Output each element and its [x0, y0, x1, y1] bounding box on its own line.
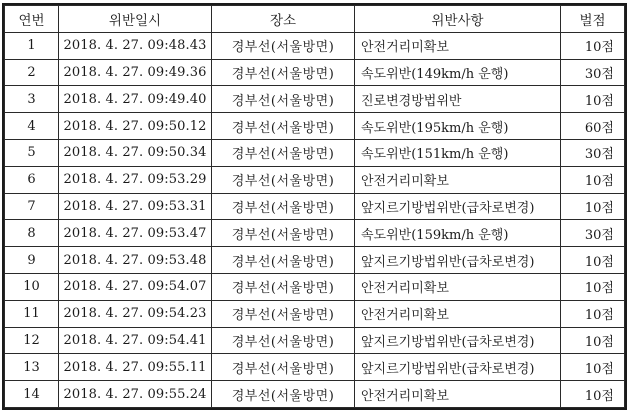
- table-row: [5, 273, 625, 300]
- location-cell: 경부선(서울방면): [212, 273, 355, 300]
- datetime-cell: 2018. 4. 27. 09:54.23: [59, 300, 212, 327]
- table-row: [5, 300, 625, 327]
- location-cell: 경부선(서울방면): [212, 247, 355, 274]
- serial-number-cell: 7: [5, 193, 59, 220]
- penalty-points-cell: 30점: [561, 59, 625, 86]
- violation-cell: 안전거리미확보: [355, 273, 561, 300]
- location-cell: 경부선(서울방면): [212, 139, 355, 166]
- table-row: [5, 381, 625, 408]
- penalty-points-cell: 60점: [561, 113, 625, 140]
- datetime-cell: 2018. 4. 27. 09:55.11: [59, 354, 212, 381]
- datetime-cell: 2018. 4. 27. 09:53.29: [59, 166, 212, 193]
- header-row: [5, 6, 625, 33]
- location-cell: 경부선(서울방면): [212, 381, 355, 408]
- penalty-points-cell: 10점: [561, 300, 625, 327]
- violation-cell: 진로변경방법위반: [355, 86, 561, 113]
- header-serial-number: 연번: [5, 6, 59, 33]
- violation-table-container: [4, 5, 625, 408]
- location-cell: 경부선(서울방면): [212, 113, 355, 140]
- datetime-cell: 2018. 4. 27. 09:49.40: [59, 86, 212, 113]
- location-cell: 경부선(서울방면): [212, 300, 355, 327]
- header-location: 장소: [212, 6, 355, 33]
- serial-number-cell: 11: [5, 300, 59, 327]
- violation-cell: 안전거리미확보: [355, 166, 561, 193]
- serial-number-cell: 13: [5, 354, 59, 381]
- datetime-cell: 2018. 4. 27. 09:50.34: [59, 139, 212, 166]
- penalty-points-cell: 10점: [561, 381, 625, 408]
- table-row: [5, 247, 625, 274]
- violation-cell: 속도위반(195km/h 운행): [355, 113, 561, 140]
- table-row: [5, 86, 625, 113]
- penalty-points-cell: 10점: [561, 327, 625, 354]
- location-cell: 경부선(서울방면): [212, 327, 355, 354]
- table-row: [5, 220, 625, 247]
- location-cell: 경부선(서울방면): [212, 86, 355, 113]
- table-row: [5, 354, 625, 381]
- violation-cell: 앞지르기방법위반(급차로변경): [355, 193, 561, 220]
- datetime-cell: 2018. 4. 27. 09:54.07: [59, 273, 212, 300]
- penalty-points-cell: 10점: [561, 273, 625, 300]
- serial-number-cell: 9: [5, 247, 59, 274]
- penalty-points-cell: 10점: [561, 86, 625, 113]
- penalty-points-cell: 10점: [561, 193, 625, 220]
- violation-table: [4, 5, 625, 408]
- serial-number-cell: 12: [5, 327, 59, 354]
- header-violation-datetime: 위반일시: [59, 6, 212, 33]
- datetime-cell: 2018. 4. 27. 09:49.36: [59, 59, 212, 86]
- violation-cell: 안전거리미확보: [355, 300, 561, 327]
- penalty-points-cell: 30점: [561, 220, 625, 247]
- datetime-cell: 2018. 4. 27. 09:54.41: [59, 327, 212, 354]
- datetime-cell: 2018. 4. 27. 09:48.43: [59, 32, 212, 59]
- table-row: [5, 32, 625, 59]
- table-row: [5, 193, 625, 220]
- location-cell: 경부선(서울방면): [212, 32, 355, 59]
- violation-cell: 속도위반(149km/h 운행): [355, 59, 561, 86]
- table-row: [5, 139, 625, 166]
- penalty-points-cell: 10점: [561, 247, 625, 274]
- datetime-cell: 2018. 4. 27. 09:55.24: [59, 381, 212, 408]
- serial-number-cell: 3: [5, 86, 59, 113]
- penalty-points-cell: 10점: [561, 166, 625, 193]
- violation-cell: 속도위반(151km/h 운행): [355, 139, 561, 166]
- location-cell: 경부선(서울방면): [212, 166, 355, 193]
- penalty-points-cell: 10점: [561, 32, 625, 59]
- location-cell: 경부선(서울방면): [212, 220, 355, 247]
- serial-number-cell: 10: [5, 273, 59, 300]
- header-penalty-points: 벌점: [561, 6, 625, 33]
- violation-cell: 앞지르기방법위반(급차로변경): [355, 247, 561, 274]
- table-row: [5, 166, 625, 193]
- datetime-cell: 2018. 4. 27. 09:53.47: [59, 220, 212, 247]
- table-row: [5, 327, 625, 354]
- serial-number-cell: 6: [5, 166, 59, 193]
- table-row: [5, 59, 625, 86]
- datetime-cell: 2018. 4. 27. 09:53.31: [59, 193, 212, 220]
- serial-number-cell: 14: [5, 381, 59, 408]
- table-row: [5, 113, 625, 140]
- location-cell: 경부선(서울방면): [212, 193, 355, 220]
- violation-cell: 속도위반(159km/h 운행): [355, 220, 561, 247]
- datetime-cell: 2018. 4. 27. 09:50.12: [59, 113, 212, 140]
- violation-cell: 안전거리미확보: [355, 32, 561, 59]
- penalty-points-cell: 10점: [561, 354, 625, 381]
- serial-number-cell: 2: [5, 59, 59, 86]
- location-cell: 경부선(서울방면): [212, 354, 355, 381]
- datetime-cell: 2018. 4. 27. 09:53.48: [59, 247, 212, 274]
- violation-cell: 안전거리미확보: [355, 381, 561, 408]
- violation-cell: 앞지르기방법위반(급차로변경): [355, 327, 561, 354]
- serial-number-cell: 1: [5, 32, 59, 59]
- violation-cell: 앞지르기방법위반(급차로변경): [355, 354, 561, 381]
- location-cell: 경부선(서울방면): [212, 59, 355, 86]
- serial-number-cell: 8: [5, 220, 59, 247]
- header-violation-details: 위반사항: [355, 6, 561, 33]
- penalty-points-cell: 30점: [561, 139, 625, 166]
- serial-number-cell: 5: [5, 139, 59, 166]
- serial-number-cell: 4: [5, 113, 59, 140]
